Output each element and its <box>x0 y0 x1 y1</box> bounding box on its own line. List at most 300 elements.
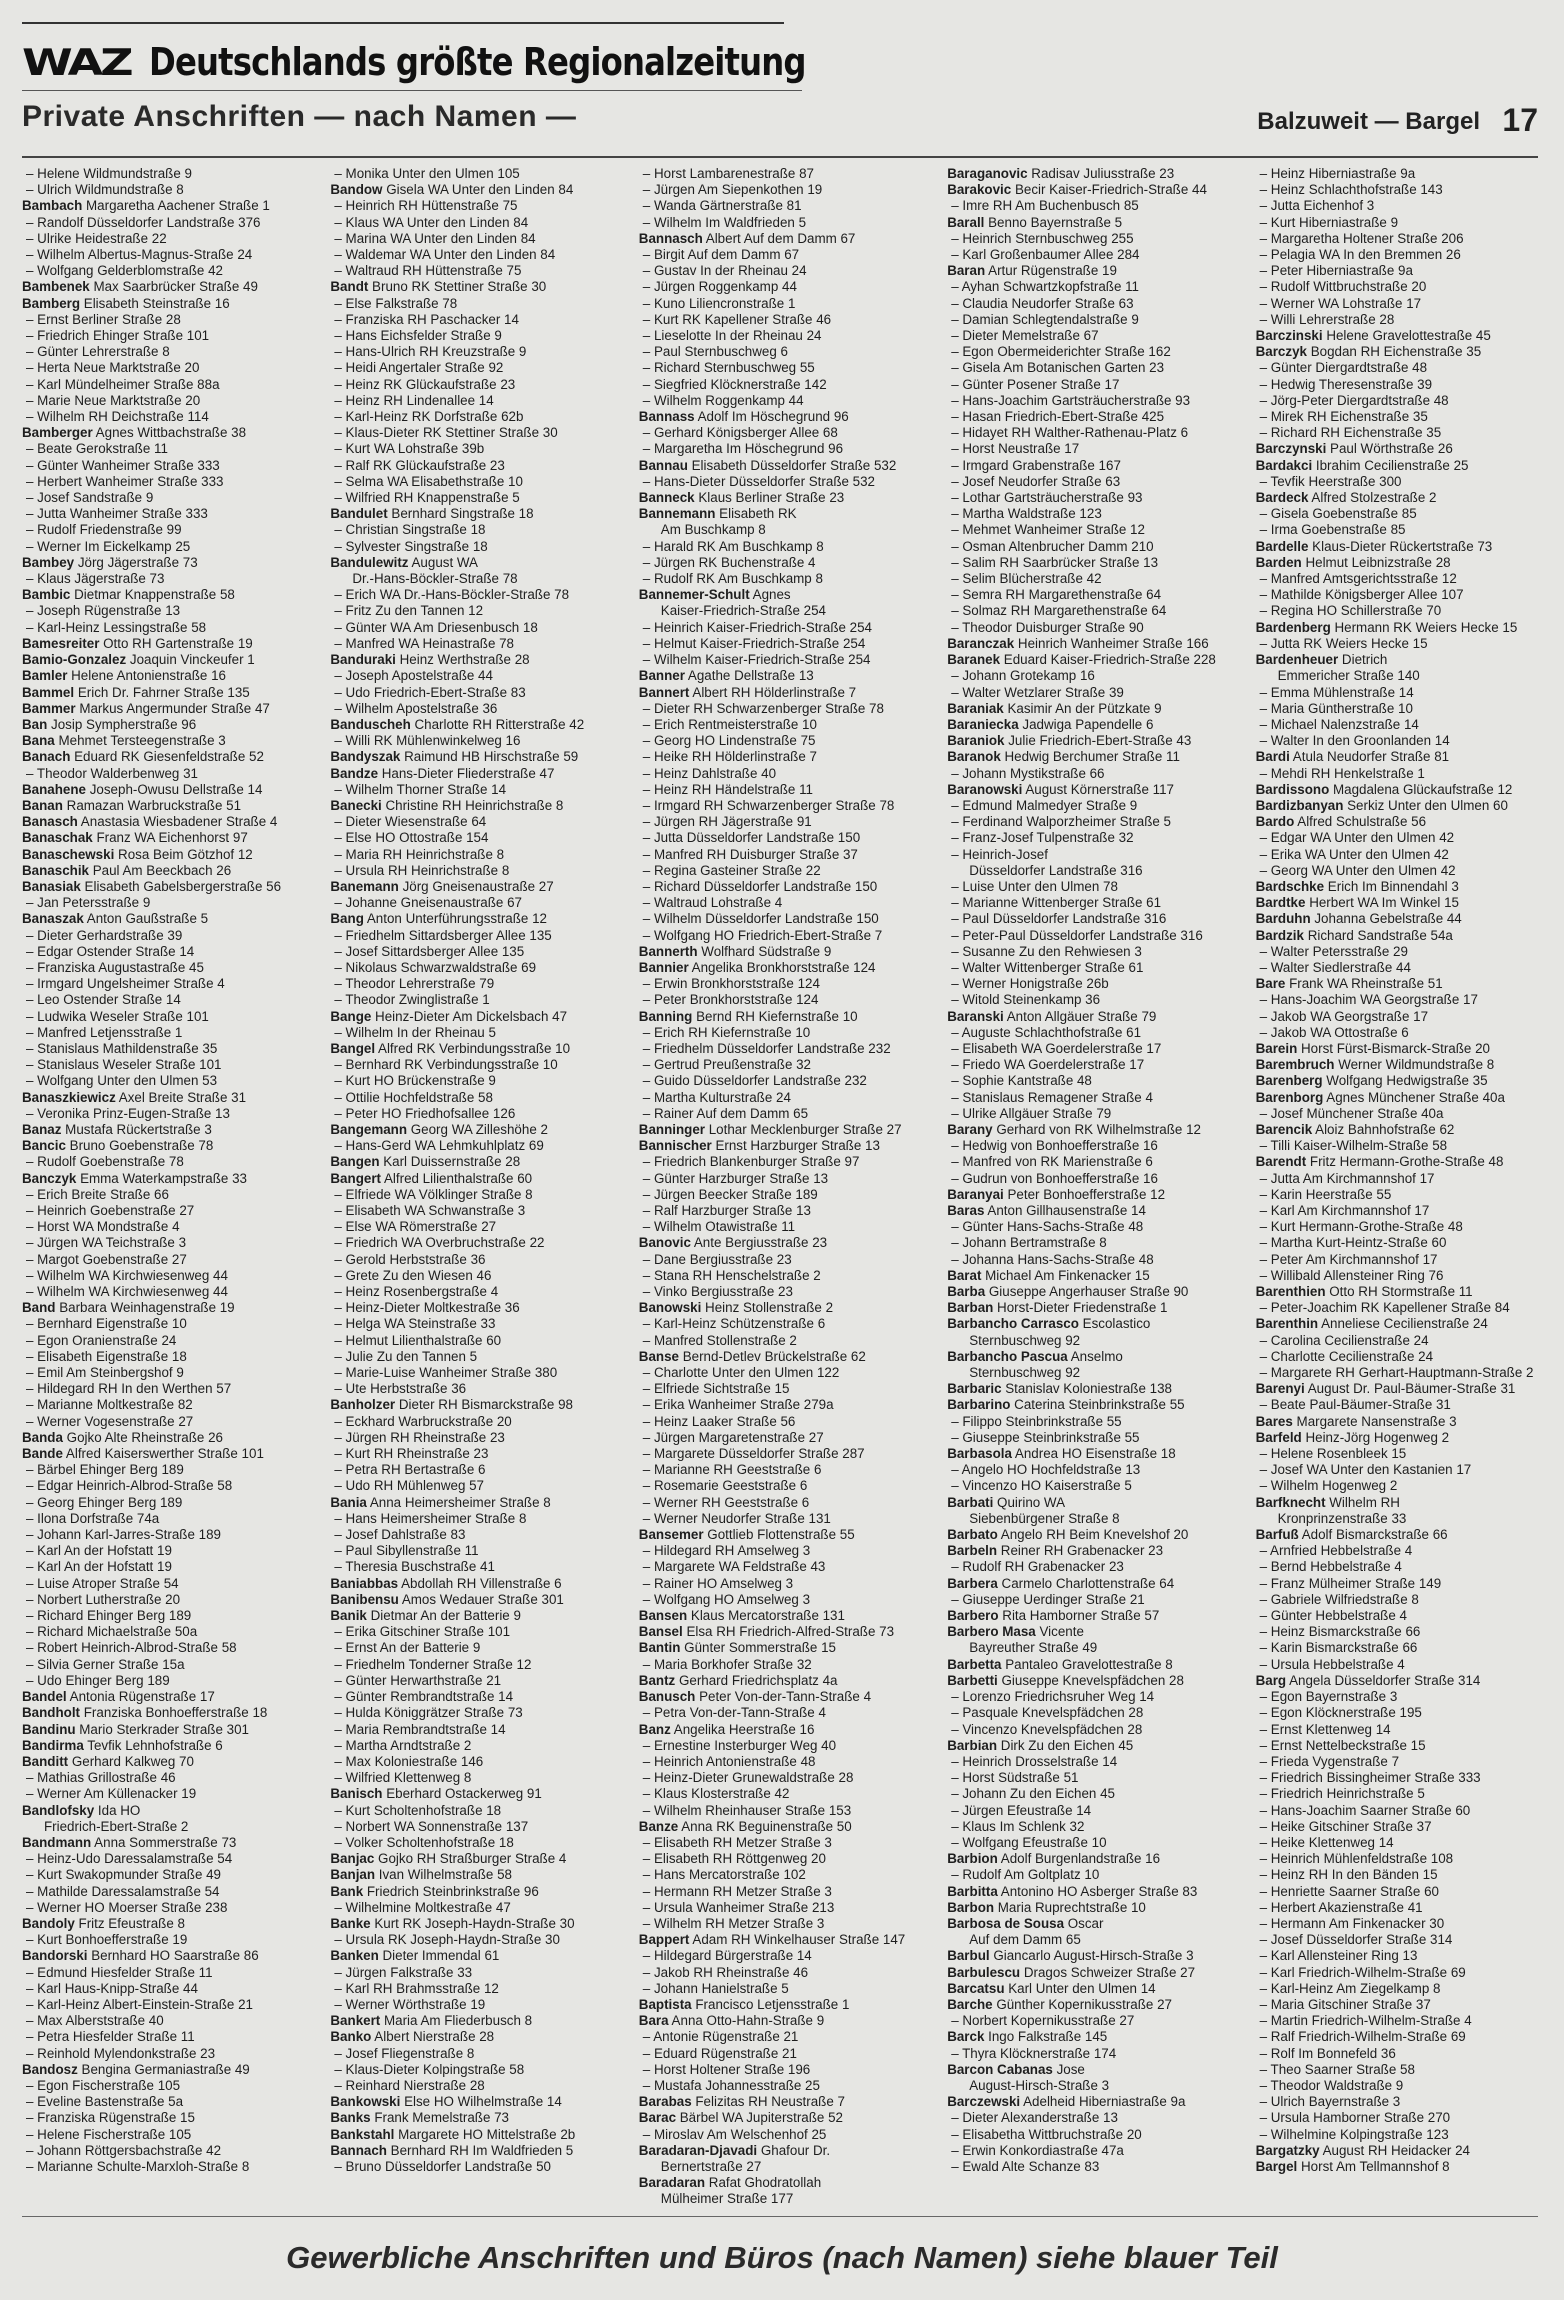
listing-entry: – Kurt Bonhoefferstraße 19 <box>26 1932 188 1948</box>
listing-surname: Barczynski <box>1255 441 1327 457</box>
listing-entry: – Georg HO Lindenstraße 75 <box>642 733 816 749</box>
listing-entry: – Friedrich Bissingheimer Straße 333 <box>1259 1770 1481 1786</box>
listing-surname: Barakovic <box>947 182 1012 198</box>
listing-entry: – Heike RH Hölderlinstraße 7 <box>642 749 817 765</box>
listing-continuation: Kronprinzenstraße 33 <box>1277 1510 1407 1526</box>
listing-entry: – Walter Wetzlarer Straße 39 <box>951 684 1124 700</box>
listing-entry: – Heike Gitschiner Straße 37 <box>1259 1818 1432 1834</box>
listing-entry-head <box>330 1851 616 1867</box>
listing-entry-head <box>947 1916 1233 1932</box>
listing-entry: – Tevfik Heerstraße 300 <box>1259 473 1402 489</box>
listing-entry-head <box>330 1884 616 1900</box>
listing-details: Angelika Bronkhorststraße 124 <box>688 959 876 975</box>
listing-entry-head <box>1256 749 1542 765</box>
listing-entry-head <box>22 425 308 441</box>
listing-details: Angelo RH Beim Knevelshof 20 <box>997 1527 1189 1543</box>
listing-entry: – Hermann Am Finkenacker 30 <box>1259 1915 1445 1931</box>
listing-surname: Banach <box>22 749 71 765</box>
listing-surname: Barban <box>947 1300 994 1316</box>
listing-entry-head <box>639 1932 925 1948</box>
listing-entry-head <box>947 1948 1233 1964</box>
listing-details: Heinz Werthstraße 28 <box>395 652 530 668</box>
listing-entry: – Margaretha Holtener Straße 206 <box>1259 230 1464 246</box>
listing-continuation: Emmericher Straße 140 <box>1277 668 1420 684</box>
listing-entry-head <box>639 668 925 684</box>
listing-entry-head <box>1256 1381 1542 1397</box>
listing-details: Paul Wörthstraße 26 <box>1326 441 1453 457</box>
listing-entry: – Wilhelm Kaiser-Friedrich-Straße 254 <box>642 652 871 668</box>
listing-entry: – Friedrich Heinrichstraße 5 <box>1259 1786 1425 1802</box>
listing-entry-head <box>330 1171 616 1187</box>
listing-details: Anna Otto-Hahn-Straße 9 <box>668 2013 825 2029</box>
listing-entry: – Theodor Walderbenweg 31 <box>26 765 198 781</box>
listing-entry: – Friedrich WA Overbruchstraße 22 <box>334 1235 545 1251</box>
listing-entry: – Rolf Im Bonnefeld 36 <box>1259 2045 1396 2061</box>
listing-entry-head <box>330 2110 616 2126</box>
listing-entry: – Peter Hiberniastraße 9a <box>1259 263 1413 279</box>
listing-details: Erich Dr. Fahrner Straße 135 <box>74 684 250 700</box>
listing-details: August Dr. Paul-Bäumer-Straße 31 <box>1304 1381 1516 1397</box>
listing-details: Anton Gaußstraße 5 <box>83 911 209 927</box>
listing-entry-head <box>22 782 308 798</box>
listing-entry: – Egon Bayernstraße 3 <box>1259 1689 1398 1705</box>
listing-details: Alfred Kaiserswerther Straße 101 <box>62 1446 264 1462</box>
listing-surname: Bares <box>1255 1413 1293 1429</box>
listing-entry: – Werner HO Moerser Straße 238 <box>26 1899 228 1915</box>
listing-entry: – Lorenzo Friedrichsruher Weg 14 <box>951 1689 1155 1705</box>
listing-entry: – Werner Honigstraße 26b <box>951 976 1109 992</box>
listing-entry: – Karl-Heinz Am Ziegelkamp 8 <box>1259 1980 1441 1996</box>
listing-continuation: Sternbuschweg 92 <box>969 1365 1081 1381</box>
listing-entry: – Dieter Alexanderstraße 13 <box>951 2110 1118 2126</box>
listing-entry: – Ferdinand Walporzheimer Straße 5 <box>951 814 1171 830</box>
listing-entry-head <box>1256 1057 1542 1073</box>
listing-surname: Banks <box>330 2110 371 2126</box>
listing-entry: – Werner Neudorfer Straße 131 <box>642 1510 831 1526</box>
listing-entry-head <box>947 1900 1233 1916</box>
listing-entry-head <box>947 782 1233 798</box>
listing-entry: – Karl-Heinz Albert-Einstein-Straße 21 <box>26 1996 253 2012</box>
listing-surname: Bandlofsky <box>22 1802 95 1818</box>
listing-entry-head <box>1256 539 1542 555</box>
listing-surname: Bankowski <box>330 2094 401 2110</box>
listing-entry-head <box>330 1576 616 1592</box>
listing-surname: Bardelle <box>1255 538 1309 554</box>
directory-columns <box>22 166 1542 2207</box>
listing-entry: – Antonie Rügenstraße 21 <box>642 2029 799 2045</box>
listing-entry: – Jürgen Efeustraße 14 <box>951 1802 1092 1818</box>
listing-entry: – Elisabeth WA Schwanstraße 3 <box>334 1203 526 1218</box>
listing-surname: Barcatsu <box>947 1980 1005 1996</box>
listing-entry-head <box>639 1122 925 1138</box>
listing-entry: – Horst Lambarenestraße 87 <box>642 166 814 181</box>
listing-entry: – Friedhelm Sittardsberger Allee 135 <box>334 927 552 943</box>
listing-entry: – Pasquale Knevelspfädchen 28 <box>951 1705 1144 1721</box>
listing-entry-head <box>22 1738 308 1754</box>
listing-surname: Barbon <box>947 1899 995 1915</box>
listing-details: Werner Wildmundstraße 8 <box>1334 1057 1495 1073</box>
listing-surname: Bannass <box>638 409 695 425</box>
listing-details: Hans-Dieter Fliederstraße 47 <box>378 765 555 781</box>
listing-surname: Bandmann <box>22 1834 92 1850</box>
listing-entry-head <box>22 1948 308 1964</box>
listing-entry: – Günter Posener Straße 17 <box>951 376 1120 392</box>
listing-details: Heinz-Dieter Am Dickelsbach 47 <box>371 1008 568 1024</box>
listing-entry: – Giuseppe Uerdinger Straße 21 <box>951 1591 1145 1607</box>
listing-entry: – Jakob RH Rheinstraße 46 <box>642 1964 809 1980</box>
listing-surname: Banze <box>638 1818 679 1834</box>
listing-entry: – Charlotte Unter den Ulmen 122 <box>642 1365 840 1381</box>
listing-entry: – Marie-Luise Wanheimer Straße 380 <box>334 1365 558 1381</box>
listing-entry: – Heinz-Udo Daressalamstraße 54 <box>26 1851 233 1867</box>
listing-continuation: Sternbuschweg 92 <box>969 1332 1081 1348</box>
listing-entry-head <box>330 1495 616 1511</box>
listing-entry: – Manfred RH Duisburger Straße 37 <box>642 846 858 862</box>
listing-entry: – Josef WA Unter den Kastanien 17 <box>1259 1462 1472 1478</box>
listing-entry: – Josef Sandstraße 9 <box>26 490 154 506</box>
listing-surname: Barczyk <box>1255 344 1307 360</box>
listing-entry: – Bernhard Eigenstraße 10 <box>26 1316 187 1332</box>
listing-entry: – Heinrich RH Hüttenstraße 75 <box>334 198 518 214</box>
listing-details: Heinz Stollenstraße 2 <box>701 1300 834 1316</box>
listing-entry-head <box>1256 620 1542 636</box>
listing-entry: – Horst WA Mondstraße 4 <box>26 1219 180 1235</box>
listing-entry: – Ludwika Weseler Straße 101 <box>26 1008 209 1024</box>
listing-surname: Banik <box>330 1608 367 1624</box>
listing-entry: – Marianne Wittenberger Straße 61 <box>951 895 1162 911</box>
listing-entry: – Heinrich Mühlenfeldstraße 108 <box>1259 1851 1454 1867</box>
listing-surname: Bardi <box>1255 749 1290 765</box>
listing-entry: – Edgar Ostender Straße 14 <box>26 943 195 959</box>
listing-entry: – Werner Vogesenstraße 27 <box>26 1413 194 1429</box>
listing-entry: – Harald RK Am Buschkamp 8 <box>642 538 824 554</box>
listing-entry-head <box>1256 441 1542 457</box>
listing-entry: – Heinz-Dieter Moltkestraße 36 <box>334 1300 520 1316</box>
listing-entry-head <box>330 766 616 782</box>
listing-entry-head <box>947 2029 1233 2045</box>
listing-entry-head <box>22 1705 308 1721</box>
listing-surname: Bansen <box>638 1608 688 1624</box>
listing-continuation: Bayreuther Straße 49 <box>969 1640 1098 1656</box>
listing-details: Michael Am Finkenacker 15 <box>981 1267 1150 1283</box>
listing-surname: Baradaran <box>638 2175 706 2191</box>
listing-surname: Barg <box>1255 1672 1287 1688</box>
listing-surname: Bangert <box>330 1170 381 1186</box>
listing-entry: – Ilona Dorfstraße 74a <box>26 1510 160 1526</box>
listing-entry: – Josef Düsseldorfer Straße 314 <box>1259 1932 1453 1948</box>
page-number: 17 <box>1502 102 1538 138</box>
listing-entry: – Solmaz RH Margarethenstraße 64 <box>951 603 1167 619</box>
listing-entry: – Karl-Heinz RK Dorfstraße 62b <box>334 409 524 425</box>
listing-entry: – Hasan Friedrich-Ebert-Straße 425 <box>951 409 1165 425</box>
listing-entry: – Klaus Im Schlenk 32 <box>951 1818 1085 1834</box>
listing-surname: Barac <box>638 2110 677 2126</box>
listing-entry: – Theodor Duisburger Straße 90 <box>951 619 1144 635</box>
listing-entry: – Johann Grotekamp 16 <box>951 668 1095 684</box>
listing-entry: – Imre RH Am Buchenbusch 85 <box>951 198 1139 214</box>
listing-entry: – Mathias Grillostraße 46 <box>26 1770 176 1786</box>
listing-details: Margarete HO Mittelstraße 2b <box>394 2126 576 2142</box>
listing-entry-head <box>22 668 308 684</box>
listing-entry-head <box>330 506 616 522</box>
listing-entry-head <box>947 1624 1233 1640</box>
listing-details: Adolf Im Höschegrund 96 <box>694 409 849 425</box>
listing-entry: – Herta Neue Marktstraße 20 <box>26 360 200 376</box>
listing-entry: – Charlotte Cecilienstraße 24 <box>1259 1348 1434 1364</box>
listing-entry: – Manfred WA Heinastraße 78 <box>334 635 515 651</box>
listing-surname: Bandholt <box>22 1705 81 1721</box>
listing-entry: – Waldemar WA Unter den Linden 84 <box>334 247 556 263</box>
listing-continuation: Friedrich-Ebert-Straße 2 <box>44 1818 189 1834</box>
listing-entry: – Petra Hiesfelder Straße 11 <box>26 2029 195 2045</box>
listing-entry-head <box>1256 328 1542 344</box>
listing-entry-head <box>639 1819 925 1835</box>
listing-entry: – Heike Klettenweg 14 <box>1259 1834 1394 1850</box>
listing-entry: – Eduard Rügenstraße 21 <box>642 2045 797 2061</box>
listing-details: Agnes Münchener Straße 40a <box>1323 1089 1505 1105</box>
listing-entry-head <box>330 1397 616 1413</box>
listing-details: Klaus Berliner Straße 23 <box>694 490 845 506</box>
listing-details: Georg WA Zilleshöhe 2 <box>407 1121 548 1137</box>
listing-details: Fritz Hermann-Grothe-Straße 48 <box>1306 1154 1504 1170</box>
listing-entry: – Ralf Friedrich-Wilhelm-Straße 69 <box>1259 2029 1466 2045</box>
listing-entry: – Maria Güntherstraße 10 <box>1259 700 1413 716</box>
listing-entry: – Hans Heimersheimer Straße 8 <box>334 1510 527 1526</box>
listing-entry: – Günter Rembrandtstraße 14 <box>334 1689 514 1705</box>
listing-entry: – Kurt Swakopmunder Straße 49 <box>26 1867 222 1883</box>
listing-surname: Bardissono <box>1255 781 1330 797</box>
listing-entry-head <box>1256 782 1542 798</box>
listing-details: Mehmet Tersteegenstraße 3 <box>54 733 226 749</box>
listing-entry-head <box>22 1090 308 1106</box>
listing-entry: – Kurt RH Rheinstraße 23 <box>334 1446 489 1462</box>
listing-entry: – Gabriele Wilfriedstraße 8 <box>1259 1591 1419 1607</box>
listing-details: Frank WA Rheinstraße 51 <box>1285 976 1443 992</box>
listing-entry: – Jürgen RK Buchenstraße 4 <box>642 554 816 570</box>
listing-surname: Barbarino <box>947 1397 1011 1413</box>
listing-details: Elisabeth RK <box>715 506 797 522</box>
listing-entry: – Georg WA Unter den Ulmen 42 <box>1259 862 1456 878</box>
listing-entry-head <box>22 863 308 879</box>
listing-entry: – Emil Am Steinbergshof 9 <box>26 1365 184 1381</box>
listing-surname: Bannach <box>330 2142 387 2158</box>
listing-entry: – Kurt Hiberniastraße 9 <box>1259 214 1399 230</box>
listing-entry-head <box>1256 976 1542 992</box>
listing-surname: Barbero <box>947 1608 999 1624</box>
listing-details: Giuseppe Knevelspfädchen 28 <box>997 1672 1184 1688</box>
listing-entry: – Norbert WA Sonnenstraße 137 <box>334 1818 529 1834</box>
listing-entry-head <box>330 1608 616 1624</box>
listing-entry-head <box>947 1316 1233 1332</box>
listing-entry: – Heinrich Goebenstraße 27 <box>26 1203 195 1218</box>
listing-details: Bruno Goebenstraße 78 <box>65 1138 214 1154</box>
listing-surname: Bannerth <box>638 943 698 959</box>
listing-details: Adolf Burgenlandstraße 16 <box>997 1851 1161 1867</box>
footer-note: Gewerbliche Anschriften und Büros (nach Namen) siehe blauer Teil <box>286 2240 1278 2275</box>
listing-entry-head <box>947 1268 1233 1284</box>
listing-entry: – Walter In den Groonlanden 14 <box>1259 733 1450 749</box>
listing-details: Kurt RK Joseph-Haydn-Straße 30 <box>370 1915 575 1931</box>
listing-continuation: Dr.-Hans-Böckler-Straße 78 <box>352 571 518 587</box>
listing-details: Günther Kopernikusstraße 27 <box>992 1996 1172 2012</box>
listing-entry: – Heinrich Antonienstraße 48 <box>642 1753 816 1769</box>
listing-entry: – Gerold Herbststraße 36 <box>334 1251 486 1267</box>
listing-surname: Bamberger <box>22 425 93 441</box>
listing-entry: – Erika WA Unter den Ulmen 42 <box>1259 846 1449 862</box>
listing-entry: – Luise Unter den Ulmen 78 <box>951 878 1118 894</box>
listing-surname: Banholzer <box>330 1397 396 1413</box>
listing-entry: – Karl Friedrich-Wilhelm-Straße 69 <box>1259 1964 1466 1980</box>
listing-entry: – Sophie Kantstraße 48 <box>951 1073 1092 1089</box>
listing-details: Eberhard Ostackerweg 91 <box>382 1786 542 1802</box>
listing-details: Elisabeth Gabelsbergerstraße 56 <box>80 878 282 894</box>
listing-surname: Banduraki <box>330 652 396 668</box>
listing-entry-head <box>639 1997 925 2013</box>
listing-entry-head <box>22 749 308 765</box>
listing-entry-head <box>639 1527 925 1543</box>
listing-entry-head <box>22 1916 308 1932</box>
listing-entry: – Karl Mündelheimer Straße 88a <box>26 376 220 392</box>
listing-details: Adolf Bismarckstraße 66 <box>1298 1527 1448 1543</box>
listing-continuation: Bernertstraße 27 <box>660 2158 762 2174</box>
listing-entry: – Ralf Harzburger Straße 13 <box>642 1203 811 1218</box>
listing-details: Erich Im Binnendahl 3 <box>1324 878 1459 894</box>
listing-entry-head <box>947 166 1233 182</box>
listing-entry-head <box>639 944 925 960</box>
listing-entry: – Paul Sternbuschweg 6 <box>642 344 788 360</box>
listing-continuation: Kaiser-Friedrich-Straße 254 <box>660 603 827 619</box>
listing-details: Rosa Beim Götzhof 12 <box>114 846 253 862</box>
listing-surname: Bappert <box>638 1932 690 1948</box>
listing-details: Anneliese Cecilienstraße 24 <box>1318 1316 1488 1332</box>
listing-entry: – Wilhelm Albertus-Magnus-Straße 24 <box>26 247 253 263</box>
listing-entry-head <box>947 1203 1233 1219</box>
listing-entry-head <box>947 1608 1233 1624</box>
listing-entry: – Dieter Memelstraße 67 <box>951 328 1099 344</box>
listing-entry: – Erika Gitschiner Straße 101 <box>334 1624 511 1640</box>
listing-surname: Banaschak <box>22 830 93 846</box>
listing-entry: – Reinhard Nierstraße 28 <box>334 2077 485 2093</box>
listing-entry-head <box>947 1495 1233 1511</box>
listing-surname: Banaschik <box>22 862 89 878</box>
listing-entry: – Johann Mystikstraße 66 <box>951 765 1105 781</box>
listing-surname: Baniabbas <box>330 1575 399 1591</box>
listing-entry-head <box>1256 1073 1542 1089</box>
listing-entry: – Heinz Dahlstraße 40 <box>642 765 777 781</box>
listing-entry: – Günter WA Am Driesenbusch 18 <box>334 619 538 635</box>
listing-entry-head <box>639 587 925 603</box>
listing-surname: Barcon Cabanas <box>947 2061 1053 2077</box>
listing-entry: – Herbert Wanheimer Straße 333 <box>26 473 224 489</box>
listing-entry-head <box>22 911 308 927</box>
listing-entry: – Friedrich Ehinger Straße 101 <box>26 328 210 344</box>
listing-details: Dirk Zu den Eichen 45 <box>997 1737 1134 1753</box>
listing-entry: – Mirek RH Eichenstraße 35 <box>1259 409 1428 425</box>
listing-entry: – Karl Großenbaumer Allee 284 <box>951 247 1140 263</box>
listing-details: Joaquin Vinckeufer 1 <box>126 652 255 668</box>
listing-entry-head <box>22 798 308 814</box>
listing-entry: – Wilhelm Rheinhauser Straße 153 <box>642 1802 852 1818</box>
listing-entry-head <box>22 1803 308 1819</box>
listing-entry: – Erich RH Kiefernstraße 10 <box>642 1024 811 1040</box>
listing-entry: – Kuno Liliencronstraße 1 <box>642 295 796 311</box>
listing-entry: – Maria Borkhofer Straße 32 <box>642 1656 812 1672</box>
listing-entry: – Wolfgang HO Amselweg 3 <box>642 1591 811 1607</box>
listing-entry-head <box>22 717 308 733</box>
listing-entry: – Julie Zu den Tannen 5 <box>334 1348 478 1364</box>
listing-entry: – Wilhelm Hogenweg 2 <box>1259 1478 1398 1494</box>
listing-entry: – Norbert Lutherstraße 20 <box>26 1591 181 1607</box>
listing-details: Artur Rügenstraße 19 <box>985 263 1117 279</box>
listing-surname: Bardzik <box>1255 927 1304 943</box>
listing-entry: – Gerhard Königsberger Allee 68 <box>642 425 838 441</box>
listing-entry-head <box>639 1689 925 1705</box>
listing-entry-head <box>22 652 308 668</box>
listing-surname: Barbancho Carrasco <box>947 1316 1079 1332</box>
listing-entry: – Reinhold Mylendonkstraße 23 <box>26 2045 216 2061</box>
listing-entry: – Josef Dahlstraße 83 <box>334 1527 466 1543</box>
listing-details: Agnes Wittbachstraße 38 <box>92 425 247 441</box>
listing-entry-head <box>22 1835 308 1851</box>
listing-details: Wolfhard Südstraße 9 <box>697 943 832 959</box>
listing-entry: – Karl An der Hofstatt 19 <box>26 1543 172 1559</box>
listing-details: Serkiz Unter den Ulmen 60 <box>1343 797 1508 813</box>
listing-entry: – Lieselotte In der Rheinau 24 <box>642 328 822 344</box>
listing-entry: – Heinz RH In den Bänden 15 <box>1259 1867 1438 1883</box>
listing-details: Pantaleo Gravelottestraße 8 <box>1001 1656 1173 1672</box>
listing-entry: – Bernd Hebbelstraße 4 <box>1259 1559 1402 1575</box>
listing-entry-head <box>947 2094 1233 2110</box>
listing-details: Gerhard von RK Wilhelmstraße 12 <box>992 1121 1201 1137</box>
listing-entry: – Herbert Akazienstraße 41 <box>1259 1899 1423 1915</box>
listing-surname: Barbeln <box>947 1543 998 1559</box>
listing-details: August Körnerstraße 117 <box>1022 781 1174 797</box>
listing-continuation: August-Hirsch-Straße 3 <box>969 2077 1110 2093</box>
listing-details: Antonia Rügenstraße 17 <box>66 1689 215 1705</box>
listing-entry: – Martha Kurt-Heintz-Straße 60 <box>1259 1235 1447 1251</box>
listing-entry-head <box>330 1948 616 1964</box>
listing-entry: – Wolfgang Efeustraße 10 <box>951 1834 1107 1850</box>
listing-entry: – Gisela Am Botanischen Garten 23 <box>951 360 1165 376</box>
listing-surname: Banczyk <box>22 1170 77 1186</box>
listing-details: Alfred Stolzestraße 2 <box>1308 490 1437 506</box>
listing-surname: Bardenberg <box>1255 619 1331 635</box>
running-head: Balzuweit — Bargel <box>1257 108 1480 135</box>
listing-surname: Baran <box>947 263 986 279</box>
listing-details: Albert Nierstraße 28 <box>371 2029 495 2045</box>
listing-surname: Barbetti <box>947 1672 998 1688</box>
listing-details: Tevfik Lehnhofstraße 6 <box>83 1737 223 1753</box>
listing-entry: – Marie Neue Marktstraße 20 <box>26 392 201 408</box>
masthead <box>22 36 812 88</box>
listing-surname: Bargel <box>1255 2158 1298 2174</box>
listing-details: Albert Auf dem Damm 67 <box>702 230 856 246</box>
listing-entry: – Margaretha Im Höschegrund 96 <box>642 441 844 457</box>
listing-entry-head <box>330 182 616 198</box>
listing-entry: – Wilhelmine Kolpingstraße 123 <box>1259 2126 1449 2142</box>
listing-entry: – Johanna Hans-Sachs-Straße 48 <box>951 1251 1154 1267</box>
listing-surname: Banninger <box>638 1121 706 1137</box>
listing-details: Gojko RH Straßburger Straße 4 <box>374 1851 567 1867</box>
listing-details: Jose <box>1052 2061 1085 2077</box>
listing-details: Bernhard Singstraße 18 <box>387 506 534 522</box>
listing-entry: – Susanne Zu den Rehwiesen 3 <box>951 943 1142 959</box>
listing-entry: – Ursula RK Joseph-Haydn-Straße 30 <box>334 1932 560 1948</box>
listing-surname: Bande <box>22 1446 63 1462</box>
listing-details: Andrea HO Eisenstraße 18 <box>1011 1446 1176 1462</box>
listing-surname: Barbasola <box>947 1446 1012 1462</box>
listing-entry-head <box>639 1349 925 1365</box>
